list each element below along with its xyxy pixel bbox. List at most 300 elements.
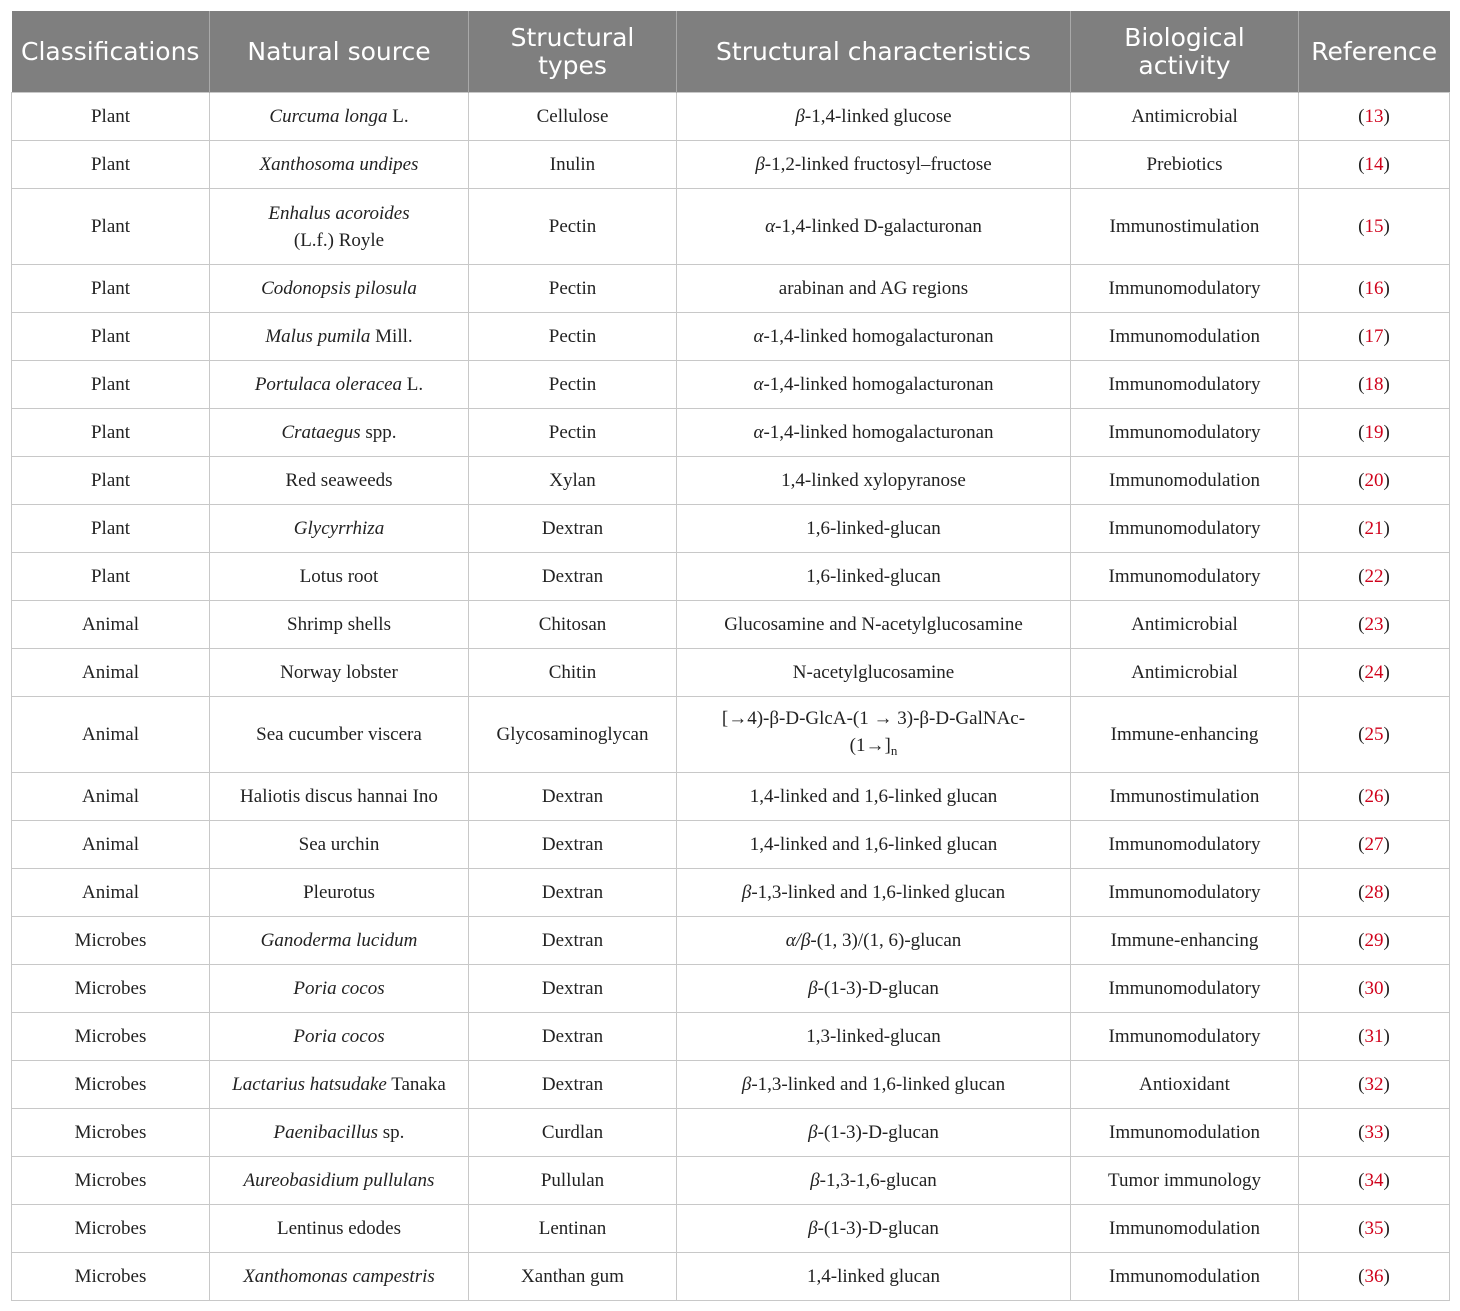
classification-text: Animal: [82, 786, 139, 807]
structural-type-text: Chitosan: [538, 614, 607, 635]
cell-classification: [12, 1109, 210, 1157]
structural-type-text: Pectin: [548, 374, 597, 395]
cell-biological-activity: [1071, 1205, 1299, 1253]
glycosidic-symbol: β: [808, 978, 818, 999]
cell-biological-activity: [1071, 1157, 1299, 1205]
structural-type-text: Dextran: [541, 930, 604, 951]
cell-classification: [12, 601, 210, 649]
source-text: Mill.: [370, 326, 413, 347]
cell-biological-activity: [1071, 1253, 1299, 1301]
cell-structural-type: [469, 1013, 677, 1061]
classification-text: Animal: [82, 662, 139, 683]
species-name: Portulaca oleracea: [254, 374, 403, 395]
source-text: L.: [387, 106, 409, 127]
classification-text: Microbes: [74, 1266, 147, 1287]
activity-text: Immunomodulation: [1109, 326, 1260, 347]
polysaccharide-table: [11, 11, 1450, 1301]
source-text: L.: [402, 374, 424, 395]
species-name: Glycyrrhiza: [293, 518, 385, 539]
cell-reference: (21): [1299, 505, 1450, 553]
cell-biological-activity: [1071, 457, 1299, 505]
table-row: [12, 1205, 1450, 1253]
cell-biological-activity: [1071, 189, 1299, 265]
classification-text: Plant: [90, 278, 131, 299]
glycosidic-symbol: α/β: [785, 930, 811, 951]
structural-type-text: Dextran: [541, 834, 604, 855]
cell-natural-source: [210, 93, 469, 141]
characteristics-text: 1,3-linked-glucan: [806, 1026, 941, 1047]
cell-biological-activity: [1071, 409, 1299, 457]
cell-structural-characteristics: [677, 313, 1071, 361]
species-name: Malus pumila: [265, 326, 371, 347]
cell-structural-characteristics: [677, 649, 1071, 697]
table-row: [12, 1253, 1450, 1301]
classification-text: Plant: [90, 106, 131, 127]
species-name: Poria cocos: [293, 978, 385, 999]
reference-link[interactable]: 13: [1364, 106, 1384, 127]
cell-structural-type: [469, 1157, 677, 1205]
reference-link[interactable]: 36: [1364, 1266, 1384, 1287]
cell-reference: (22): [1299, 553, 1450, 601]
header-structural-characteristics: Structural characteristics: [677, 11, 1071, 93]
reference-link[interactable]: 30: [1364, 978, 1384, 999]
cell-biological-activity: [1071, 93, 1299, 141]
structural-type-text: Lentinan: [538, 1218, 607, 1239]
characteristics-text: Glucosamine and N-acetylglucosamine: [724, 614, 1023, 635]
classification-text: Microbes: [74, 1074, 147, 1095]
activity-text: Antimicrobial: [1131, 614, 1238, 635]
characteristics-text: -1,3-linked and 1,6-linked glucan: [751, 882, 1006, 903]
classification-text: Plant: [90, 374, 131, 395]
table-row: [12, 189, 1450, 265]
cell-biological-activity: [1071, 1109, 1299, 1157]
cell-structural-characteristics: [677, 1205, 1071, 1253]
source-text: Red seaweeds: [285, 470, 393, 491]
species-name: Enhalus acoroides: [268, 202, 410, 224]
classification-text: Plant: [90, 422, 131, 443]
reference-link[interactable]: 34: [1364, 1170, 1384, 1191]
activity-text: Immunomodulation: [1109, 1122, 1260, 1143]
classification-text: Microbes: [74, 978, 147, 999]
cell-natural-source: [210, 697, 469, 773]
cell-structural-characteristics: [677, 1253, 1071, 1301]
source-text: Sea urchin: [298, 834, 380, 855]
cell-natural-source: [210, 1157, 469, 1205]
cell-classification: [12, 93, 210, 141]
characteristics-text: 1,4-linked glucan: [807, 1266, 940, 1287]
cell-structural-type: [469, 869, 677, 917]
table-row: [12, 869, 1450, 917]
cell-classification: [12, 1157, 210, 1205]
cell-biological-activity: [1071, 553, 1299, 601]
cell-biological-activity: [1071, 141, 1299, 189]
header-reference: Reference: [1299, 11, 1450, 93]
activity-text: Antioxidant: [1139, 1074, 1230, 1095]
glycosidic-symbol: β: [741, 1074, 752, 1095]
classification-text: Microbes: [74, 930, 147, 951]
header-structural-types: Structural types: [469, 11, 677, 93]
cell-structural-characteristics: [677, 1013, 1071, 1061]
cell-natural-source: [210, 409, 469, 457]
source-text: Lentinus edodes: [276, 1218, 401, 1239]
source-text: Pleurotus: [303, 882, 375, 903]
cell-natural-source: [210, 505, 469, 553]
table-row: [12, 553, 1450, 601]
cell-structural-characteristics: [677, 917, 1071, 965]
source-text: Shrimp shells: [287, 614, 391, 635]
table-row: [12, 93, 1450, 141]
characteristics-text: arabinan and AG regions: [778, 278, 969, 299]
characteristics-text: -1,3-linked and 1,6-linked glucan: [751, 1074, 1006, 1095]
cell-structural-type: [469, 649, 677, 697]
activity-text: Immunomodulation: [1109, 1266, 1260, 1287]
table-row: [12, 313, 1450, 361]
cell-structural-type: [469, 965, 677, 1013]
cell-classification: [12, 1253, 210, 1301]
reference-link[interactable]: 26: [1364, 786, 1384, 807]
cell-natural-source: [210, 1205, 469, 1253]
header-biological-activity: Biological activity: [1071, 11, 1299, 93]
table-row: [12, 917, 1450, 965]
cell-classification: [12, 505, 210, 553]
cell-structural-type: [469, 313, 677, 361]
glycosidic-symbol: β: [795, 106, 805, 127]
classification-text: Plant: [90, 154, 131, 175]
structural-type-text: Pullulan: [540, 1170, 605, 1191]
species-name: Paenibacillus: [273, 1122, 379, 1143]
table-row: [12, 649, 1450, 697]
reference-link[interactable]: 27: [1364, 834, 1384, 855]
structural-type-text: Dextran: [541, 1074, 604, 1095]
cell-classification: [12, 1061, 210, 1109]
cell-reference: (33): [1299, 1109, 1450, 1157]
source-text: Sea cucumber viscera: [256, 724, 422, 745]
classification-text: Microbes: [74, 1170, 147, 1191]
reference-link[interactable]: 19: [1364, 422, 1384, 443]
classification-text: Plant: [90, 566, 131, 587]
table-row: [12, 821, 1450, 869]
structural-type-text: Inulin: [549, 154, 596, 175]
classification-text: Animal: [82, 614, 139, 635]
cell-natural-source: [210, 649, 469, 697]
characteristics-text: 1,4-linked and 1,6-linked glucan: [749, 834, 998, 855]
cell-structural-characteristics: [677, 869, 1071, 917]
cell-biological-activity: [1071, 649, 1299, 697]
cell-structural-type: [469, 1205, 677, 1253]
activity-text: Prebiotics: [1146, 154, 1223, 175]
cell-classification: [12, 1205, 210, 1253]
structural-type-text: Chitin: [548, 662, 597, 683]
characteristics-text-cont: (1→]: [849, 735, 891, 756]
glycosidic-symbol: α: [753, 422, 764, 443]
species-name: Xanthosoma undipes: [259, 154, 419, 175]
characteristics-text: -1,2-linked fructosyl–fructose: [764, 154, 992, 175]
cell-structural-type: [469, 773, 677, 821]
table-row: [12, 409, 1450, 457]
characteristics-text: -1,4-linked homogalacturonan: [763, 326, 994, 347]
table-row: [12, 601, 1450, 649]
cell-natural-source: [210, 1013, 469, 1061]
cell-reference: (31): [1299, 1013, 1450, 1061]
activity-text: Immune-enhancing: [1110, 724, 1259, 745]
cell-natural-source: [210, 1061, 469, 1109]
table-row: [12, 1061, 1450, 1109]
source-text: (L.f.) Royle: [293, 229, 385, 251]
species-name: Curcuma longa: [269, 106, 388, 127]
cell-classification: [12, 773, 210, 821]
classification-text: Plant: [90, 216, 131, 237]
reference-link[interactable]: 23: [1364, 614, 1384, 635]
cell-biological-activity: [1071, 1013, 1299, 1061]
cell-classification: [12, 917, 210, 965]
species-name: Xanthomonas campestris: [243, 1266, 435, 1287]
cell-reference: (18): [1299, 361, 1450, 409]
cell-classification: [12, 1013, 210, 1061]
cell-classification: [12, 361, 210, 409]
characteristics-text: -1,4-linked glucose: [804, 106, 952, 127]
cell-natural-source: [210, 313, 469, 361]
cell-structural-characteristics: [677, 265, 1071, 313]
characteristics-text: 1,4-linked xylopyranose: [781, 470, 966, 491]
cell-biological-activity: [1071, 697, 1299, 773]
table-row: [12, 1109, 1450, 1157]
cell-classification: [12, 141, 210, 189]
characteristics-text: -(1-3)-D-glucan: [817, 1218, 939, 1239]
reference-link[interactable]: 14: [1364, 154, 1384, 175]
cell-reference: (25): [1299, 697, 1450, 773]
table-row: [12, 1013, 1450, 1061]
reference-link[interactable]: 31: [1364, 1026, 1384, 1047]
source-text: Tanaka: [386, 1074, 446, 1095]
table-row: [12, 141, 1450, 189]
cell-classification: [12, 553, 210, 601]
species-name: Crataegus: [281, 422, 361, 443]
cell-classification: [12, 821, 210, 869]
glycosidic-symbol: β: [808, 1122, 818, 1143]
source-text: sp.: [378, 1122, 405, 1143]
structural-type-text: Xylan: [549, 470, 596, 491]
cell-structural-characteristics: [677, 1157, 1071, 1205]
activity-text: Immunomodulatory: [1108, 978, 1261, 999]
cell-biological-activity: [1071, 773, 1299, 821]
cell-structural-characteristics: [677, 601, 1071, 649]
cell-reference: (24): [1299, 649, 1450, 697]
cell-reference: (16): [1299, 265, 1450, 313]
characteristics-text: -1,4-linked homogalacturonan: [763, 422, 994, 443]
activity-text: Immunomodulatory: [1108, 374, 1261, 395]
structural-type-text: Pectin: [548, 278, 597, 299]
cell-structural-characteristics: [677, 409, 1071, 457]
cell-classification: [12, 313, 210, 361]
glycosidic-symbol: β: [808, 1218, 818, 1239]
cell-natural-source: [210, 553, 469, 601]
table-row: [12, 965, 1450, 1013]
cell-classification: [12, 265, 210, 313]
cell-reference: (20): [1299, 457, 1450, 505]
cell-structural-type: [469, 821, 677, 869]
cell-natural-source: [210, 601, 469, 649]
structural-type-text: Xanthan gum: [521, 1266, 624, 1287]
cell-structural-characteristics: [677, 821, 1071, 869]
structural-type-text: Glycosaminoglycan: [496, 724, 649, 745]
reference-link[interactable]: 28: [1364, 882, 1384, 903]
cell-biological-activity: [1071, 1061, 1299, 1109]
reference-link[interactable]: 15: [1364, 216, 1384, 237]
header-natural-source: Natural source: [210, 11, 469, 93]
structural-type-text: Dextran: [541, 882, 604, 903]
activity-text: Immunomodulatory: [1108, 518, 1261, 539]
structural-type-text: Dextran: [541, 518, 604, 539]
cell-natural-source: [210, 821, 469, 869]
cell-reference: (32): [1299, 1061, 1450, 1109]
cell-reference: (14): [1299, 141, 1450, 189]
classification-text: Animal: [82, 724, 139, 745]
cell-structural-characteristics: [677, 697, 1071, 773]
table-row: [12, 265, 1450, 313]
cell-biological-activity: [1071, 601, 1299, 649]
activity-text: Tumor immunology: [1108, 1170, 1261, 1191]
cell-structural-type: [469, 1109, 677, 1157]
activity-text: Immunomodulatory: [1108, 278, 1261, 299]
cell-biological-activity: [1071, 505, 1299, 553]
cell-natural-source: [210, 869, 469, 917]
cell-natural-source: [210, 361, 469, 409]
cell-reference: (35): [1299, 1205, 1450, 1253]
cell-structural-type: [469, 189, 677, 265]
structural-type-text: Pectin: [548, 216, 597, 237]
reference-link[interactable]: 32: [1364, 1074, 1384, 1095]
characteristics-text: [→4)-β-D-GlcA-(1 → 3)-β-D-GalNAc-: [721, 708, 1026, 729]
source-text: Lotus root: [299, 566, 379, 587]
species-name: Aureobasidium pullulans: [243, 1170, 435, 1191]
cell-classification: [12, 697, 210, 773]
cell-structural-characteristics: [677, 141, 1071, 189]
cell-structural-type: [469, 93, 677, 141]
reference-link[interactable]: 20: [1364, 470, 1384, 491]
characteristics-text: -(1-3)-D-glucan: [817, 978, 939, 999]
cell-natural-source: [210, 141, 469, 189]
table-row: [12, 697, 1450, 773]
activity-text: Immunomodulatory: [1108, 834, 1261, 855]
cell-classification: [12, 457, 210, 505]
cell-reference: (15): [1299, 189, 1450, 265]
cell-structural-type: [469, 917, 677, 965]
structural-type-text: Curdlan: [541, 1122, 604, 1143]
cell-structural-type: [469, 1061, 677, 1109]
cell-structural-characteristics: [677, 361, 1071, 409]
cell-structural-characteristics: [677, 505, 1071, 553]
reference-link[interactable]: 16: [1364, 278, 1384, 299]
cell-biological-activity: [1071, 917, 1299, 965]
activity-text: Immune-enhancing: [1110, 930, 1259, 951]
header-classifications: Classifications: [12, 11, 210, 93]
cell-classification: [12, 189, 210, 265]
cell-structural-characteristics: [677, 189, 1071, 265]
glycosidic-symbol: β: [810, 1170, 820, 1191]
classification-text: Microbes: [74, 1122, 147, 1143]
classification-text: Microbes: [74, 1218, 147, 1239]
cell-biological-activity: [1071, 265, 1299, 313]
cell-reference: (17): [1299, 313, 1450, 361]
table-row: [12, 361, 1450, 409]
activity-text: Immunomodulation: [1109, 1218, 1260, 1239]
characteristics-subscript: n: [890, 743, 898, 758]
species-name: Lactarius hatsudake: [232, 1074, 387, 1095]
activity-text: Antimicrobial: [1131, 106, 1238, 127]
reference-link[interactable]: 29: [1364, 930, 1384, 951]
structural-type-text: Dextran: [541, 1026, 604, 1047]
cell-natural-source: [210, 1109, 469, 1157]
reference-link[interactable]: 22: [1364, 566, 1384, 587]
reference-link[interactable]: 18: [1364, 374, 1384, 395]
cell-structural-type: [469, 457, 677, 505]
reference-link[interactable]: 25: [1364, 724, 1384, 745]
characteristics-text: -1,4-linked D-galacturonan: [775, 216, 982, 237]
classification-text: Animal: [82, 834, 139, 855]
structural-type-text: Dextran: [541, 978, 604, 999]
reference-link[interactable]: 17: [1364, 326, 1384, 347]
characteristics-text: -(1, 3)/(1, 6)-glucan: [810, 930, 962, 951]
cell-classification: [12, 869, 210, 917]
cell-structural-type: [469, 601, 677, 649]
structural-type-text: Pectin: [548, 326, 597, 347]
cell-reference: (36): [1299, 1253, 1450, 1301]
classification-text: Plant: [90, 470, 131, 491]
cell-structural-characteristics: [677, 457, 1071, 505]
reference-link[interactable]: 35: [1364, 1218, 1384, 1239]
cell-biological-activity: [1071, 821, 1299, 869]
glycosidic-symbol: β: [755, 154, 765, 175]
characteristics-text: 1,4-linked and 1,6-linked glucan: [749, 786, 998, 807]
cell-structural-characteristics: [677, 1061, 1071, 1109]
reference-link[interactable]: 33: [1364, 1122, 1384, 1143]
cell-biological-activity: [1071, 313, 1299, 361]
characteristics-text: -(1-3)-D-glucan: [817, 1122, 939, 1143]
activity-text: Immunomodulatory: [1108, 566, 1261, 587]
table-body: [12, 93, 1450, 1301]
reference-link[interactable]: 21: [1364, 518, 1384, 539]
cell-reference: (30): [1299, 965, 1450, 1013]
cell-classification: [12, 649, 210, 697]
cell-structural-type: [469, 265, 677, 313]
cell-structural-type: [469, 553, 677, 601]
classification-text: Microbes: [74, 1026, 147, 1047]
species-name: Poria cocos: [293, 1026, 385, 1047]
cell-structural-type: [469, 505, 677, 553]
header-row: [12, 11, 1450, 93]
species-name: Ganoderma lucidum: [260, 930, 418, 951]
characteristics-text: 1,6-linked-glucan: [806, 518, 941, 539]
cell-structural-type: [469, 1253, 677, 1301]
table-row: [12, 1157, 1450, 1205]
activity-text: Immunomodulatory: [1108, 422, 1261, 443]
table-row: [12, 505, 1450, 553]
species-name: Codonopsis pilosula: [261, 278, 417, 299]
cell-structural-type: [469, 141, 677, 189]
characteristics-text: N-acetylglucosamine: [792, 662, 955, 683]
reference-link[interactable]: 24: [1364, 662, 1384, 683]
cell-reference: (27): [1299, 821, 1450, 869]
cell-reference: (28): [1299, 869, 1450, 917]
cell-reference: (34): [1299, 1157, 1450, 1205]
table-row: [12, 457, 1450, 505]
activity-text: Immunostimulation: [1109, 786, 1260, 807]
source-text: Haliotis discus hannai Ino: [240, 786, 438, 807]
classification-text: Plant: [90, 518, 131, 539]
characteristics-text: -1,4-linked homogalacturonan: [763, 374, 994, 395]
cell-natural-source: [210, 457, 469, 505]
cell-natural-source: [210, 265, 469, 313]
